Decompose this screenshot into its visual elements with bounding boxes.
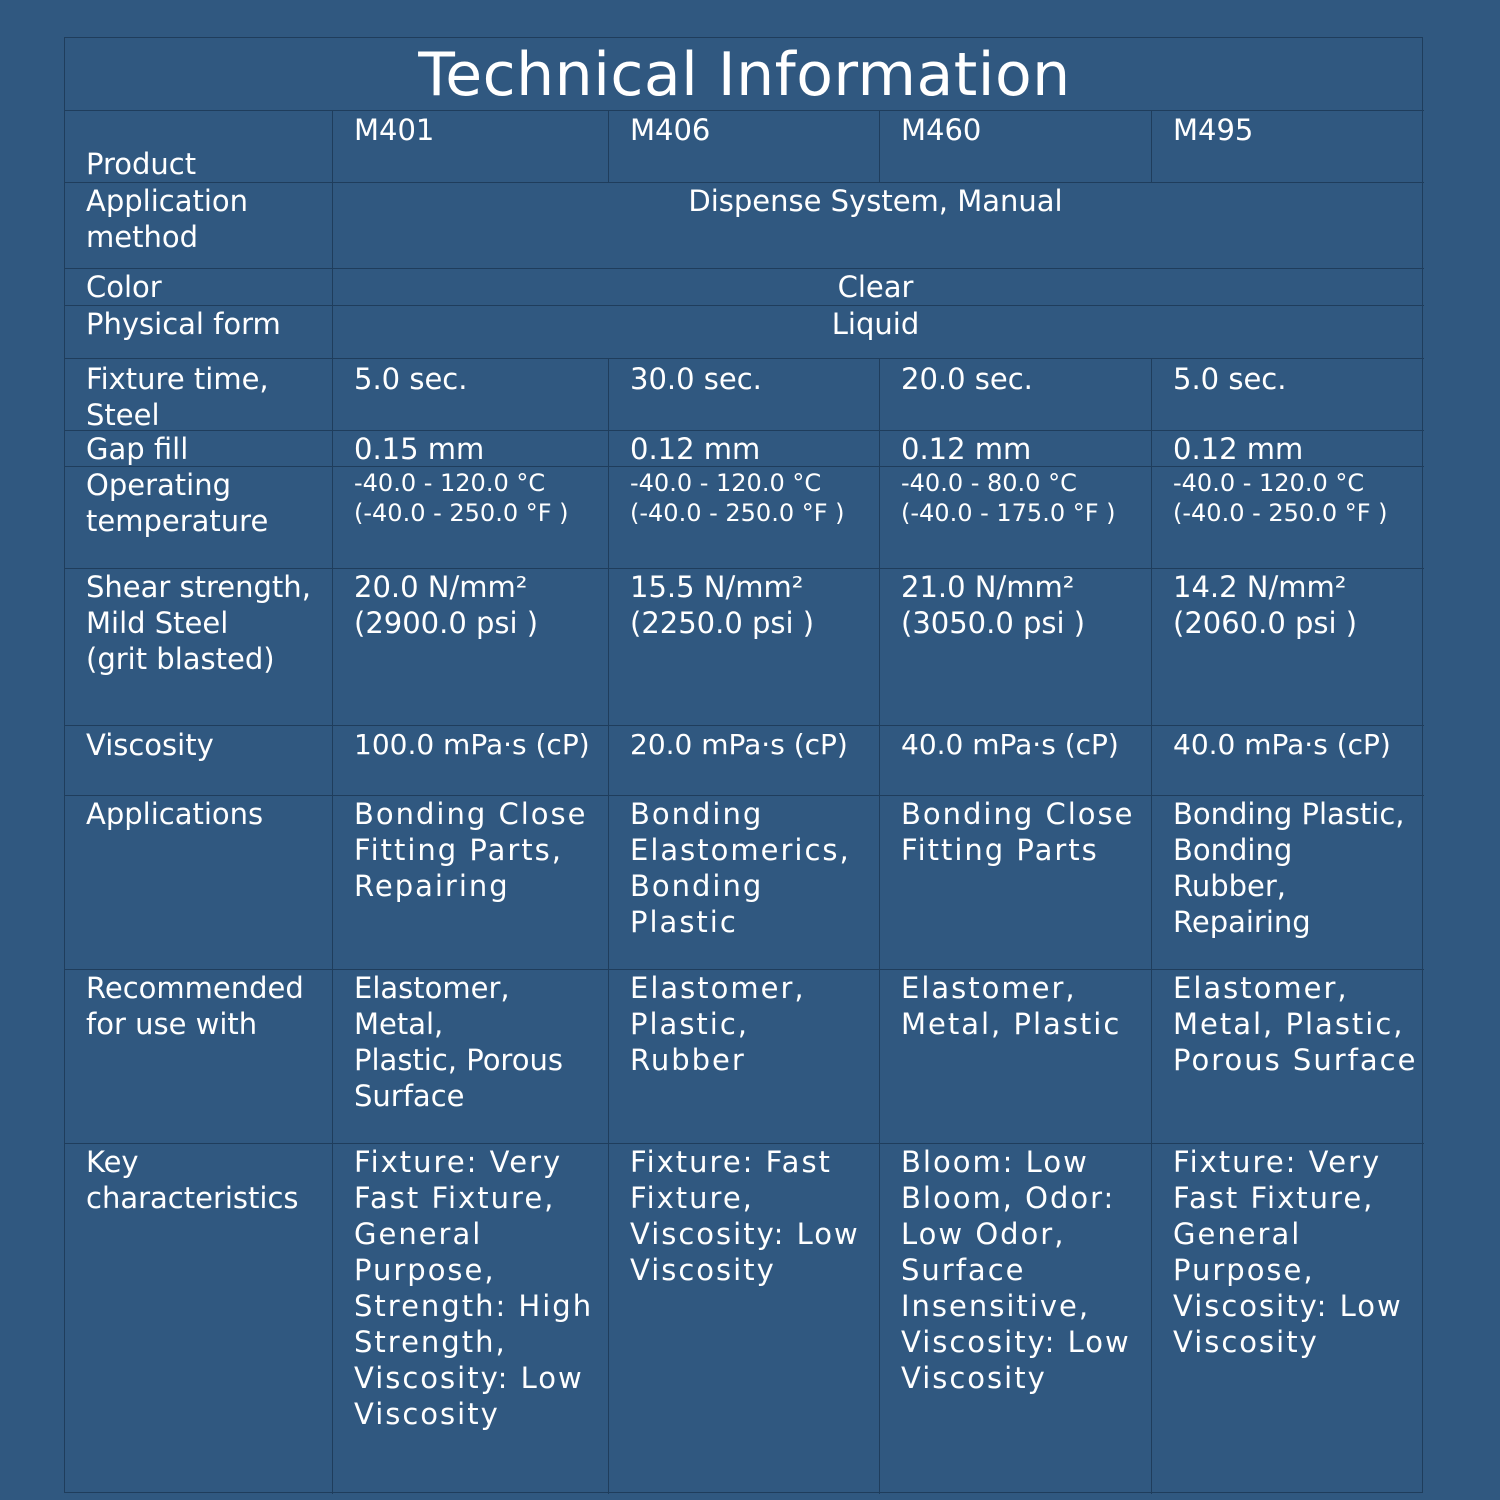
viscosity-m460: 40.0 mPa·s (cP)	[880, 726, 1152, 796]
viscosity-m495: 40.0 mPa·s (cP)	[1152, 726, 1424, 796]
product-m495: M495	[1152, 110, 1424, 183]
op-temp-m460: -40.0 - 80.0 °C (-40.0 - 175.0 °F )	[880, 467, 1152, 569]
product-m406: M406	[609, 110, 880, 183]
key-characteristics-m401: Fixture: Very Fast Fixture, General Purpose, Strength: High Strength, Viscosity: Low Viscosity	[333, 1144, 609, 1494]
label-operating-temperature: Operating temperature	[65, 467, 333, 569]
op-temp-m406: -40.0 - 120.0 °C (-40.0 - 250.0 °F )	[609, 467, 880, 569]
label-fixture-time: Fixture time, Steel	[65, 359, 333, 431]
shear-m460: 21.0 N/mm² (3050.0 psi )	[880, 569, 1152, 726]
value-color: Clear	[333, 269, 1424, 306]
op-temp-m401: -40.0 - 120.0 °C (-40.0 - 250.0 °F )	[333, 467, 609, 569]
gap-fill-m495: 0.12 mm	[1152, 431, 1424, 467]
label-physical-form: Physical form	[65, 306, 333, 359]
value-application-method: Dispense System, Manual	[333, 183, 1424, 269]
label-gap-fill: Gap fill	[65, 431, 333, 467]
label-recommended-for: Recommended for use with	[65, 970, 333, 1144]
technical-info-table	[64, 37, 1423, 1493]
label-application-method: Application method	[65, 183, 333, 269]
recommended-m401: Elastomer, Metal, Plastic, Porous Surface	[333, 970, 609, 1144]
recommended-m460: Elastomer, Metal, Plastic	[880, 970, 1152, 1144]
label-color: Color	[65, 269, 333, 306]
op-temp-m495: -40.0 - 120.0 °C (-40.0 - 250.0 °F )	[1152, 467, 1424, 569]
value-physical-form: Liquid	[333, 306, 1424, 359]
key-characteristics-m460: Bloom: Low Bloom, Odor: Low Odor, Surface Insensitive, Viscosity: Low Viscosity	[880, 1144, 1152, 1494]
shear-m495: 14.2 N/mm² (2060.0 psi )	[1152, 569, 1424, 726]
recommended-m406: Elastomer, Plastic, Rubber	[609, 970, 880, 1144]
applications-m401: Bonding Close Fitting Parts, Repairing	[333, 796, 609, 970]
key-characteristics-m406: Fixture: Fast Fixture, Viscosity: Low Viscosity	[609, 1144, 880, 1494]
gap-fill-m406: 0.12 mm	[609, 431, 880, 467]
viscosity-m401: 100.0 mPa·s (cP)	[333, 726, 609, 796]
shear-m406: 15.5 N/mm² (2250.0 psi )	[609, 569, 880, 726]
gap-fill-m401: 0.15 mm	[333, 431, 609, 467]
label-viscosity: Viscosity	[65, 726, 333, 796]
fixture-time-m460: 20.0 sec.	[880, 359, 1152, 431]
product-m460: M460	[880, 110, 1152, 183]
table-title: Technical Information	[65, 38, 1424, 111]
label-key-characteristics: Key characteristics	[65, 1144, 333, 1494]
fixture-time-m495: 5.0 sec.	[1152, 359, 1424, 431]
applications-m460: Bonding Close Fitting Parts	[880, 796, 1152, 970]
fixture-time-m406: 30.0 sec.	[609, 359, 880, 431]
recommended-m495: Elastomer, Metal, Plastic, Porous Surface	[1152, 970, 1424, 1144]
viscosity-m406: 20.0 mPa·s (cP)	[609, 726, 880, 796]
shear-m401: 20.0 N/mm² (2900.0 psi )	[333, 569, 609, 726]
product-m401: M401	[333, 110, 609, 183]
label-applications: Applications	[65, 796, 333, 970]
applications-m406: Bonding Elastomerics, Bonding Plastic	[609, 796, 880, 970]
label-product: Product	[65, 110, 333, 183]
gap-fill-m460: 0.12 mm	[880, 431, 1152, 467]
fixture-time-m401: 5.0 sec.	[333, 359, 609, 431]
key-characteristics-m495: Fixture: Very Fast Fixture, General Purpose, Viscosity: Low Viscosity	[1173, 1145, 1403, 1359]
applications-m495: Bonding Plastic, Bonding Rubber, Repairing	[1152, 796, 1424, 970]
label-shear-strength: Shear strength, Mild Steel (grit blasted)	[65, 569, 333, 726]
